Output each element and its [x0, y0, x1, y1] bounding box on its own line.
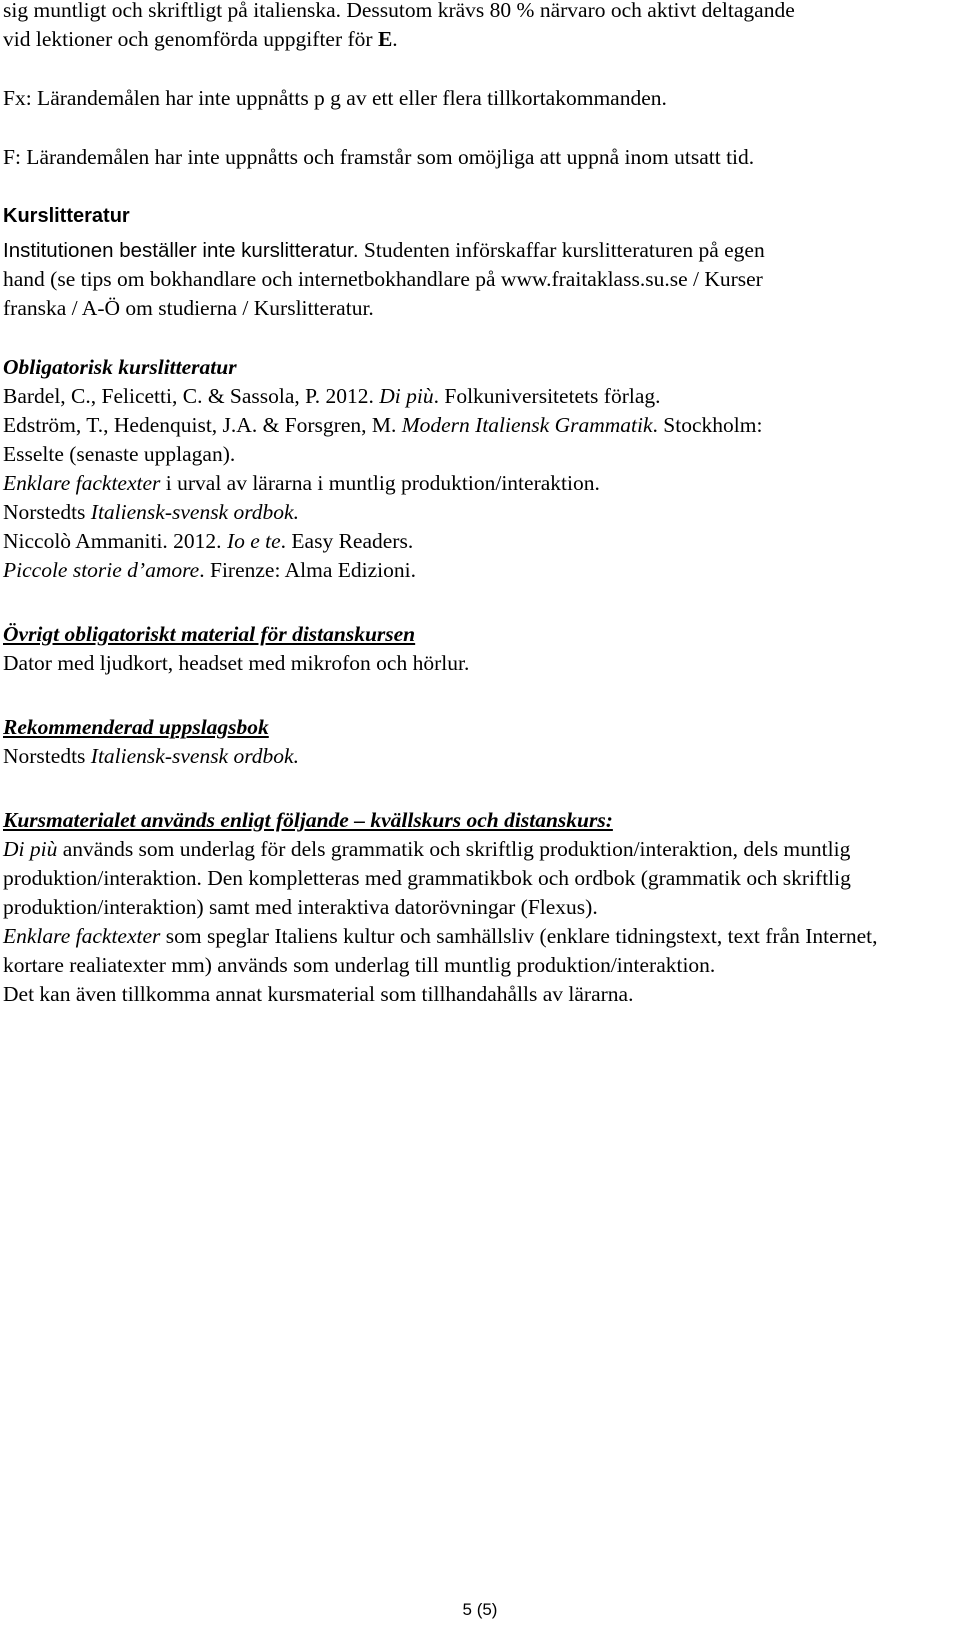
kurslitteratur-line-3: franska / A-Ö om studierna / Kurslitteratur.: [3, 296, 374, 320]
kurslitteratur-line1-rest: Studenten införskaffar kurslitteraturen på egen: [358, 238, 765, 262]
book-ammaniti: [3, 527, 918, 556]
book-bardel: [3, 382, 918, 411]
book-edstrom: [3, 411, 918, 440]
book-piccole-publisher: . Firenze: Alma Edizioni.: [199, 558, 416, 582]
book-edstrom-line-2: Esselte (senaste upplagan).: [3, 442, 236, 466]
page-number: 5 (5): [462, 1600, 498, 1619]
book-ammaniti-title: Io e te: [226, 529, 281, 553]
kursmaterial-p1-text: används som underlag för dels grammatik och skriftlig produktion/interaktion, dels muntlig produktion/interaktion. Den kompletteras med grammatikbok och ordbok (grammatik och skriftlig produktion/interaktion) samt med interaktiva datorövningar (Flexus).: [3, 837, 851, 919]
book-facktexter-title: Enklare facktexter: [3, 471, 161, 495]
kurslitteratur-heading: Kurslitteratur: [3, 205, 130, 227]
book-facktexter-desc: i urval av lärarna i muntlig produktion/interaktion.: [160, 471, 600, 495]
book-ordbok-title: Italiensk-svensk ordbok.: [90, 500, 299, 524]
kursmaterial-p2-text: som speglar Italiens kultur och samhällsliv (enklare tidningstext, text från Internet, kortare realiatexter mm) används som underlag till muntlig produktion/interaktion.: [3, 924, 878, 977]
grade-e-bold: E: [377, 27, 393, 51]
rekommenderad-text: [3, 742, 918, 771]
book-edstrom-place: . Stockholm:: [652, 413, 763, 437]
obligatorisk-heading: Obligatorisk kurslitteratur: [3, 355, 237, 379]
book-ammaniti-author: Niccolò Ammaniti. 2012.: [3, 529, 227, 553]
book-bardel-publisher: . Folkuniversitetets förlag.: [433, 384, 661, 408]
kurslitteratur-line-2: hand (se tips om bokhandlare och internetbokhandlare på www.fraitaklass.su.se / Kurser: [3, 267, 763, 291]
intro-line-2: [3, 25, 918, 54]
book-edstrom-title: Modern Italiensk Grammatik: [401, 413, 653, 437]
grade-f: F: Lärandemålen har inte uppnåtts och framstår som omöjliga att uppnå inom utsatt tid.: [3, 145, 755, 169]
page-content: [3, 0, 918, 1009]
book-piccole: [3, 556, 918, 585]
kurslitteratur-paragraph: [3, 236, 918, 265]
book-piccole-title: Piccole storie d’amore: [3, 558, 200, 582]
kursmaterial-paragraph-1: [3, 835, 918, 922]
kursmaterial-paragraph-3: Det kan även tillkomma annat kursmaterial som tillhandahålls av lärarna.: [3, 982, 634, 1006]
intro-line-2-end: .: [392, 27, 398, 51]
rekommenderad-title: Italiensk-svensk ordbok.: [90, 744, 299, 768]
kursmaterial-p1-title: Di più: [3, 837, 58, 861]
kursmaterial-p2-title: Enklare facktexter: [3, 924, 161, 948]
book-ordbok: [3, 498, 918, 527]
intro-line-1: sig muntligt och skriftligt på italienska. Dessutom krävs 80 % närvaro och aktivt deltagande: [3, 0, 795, 22]
book-ammaniti-publisher: . Easy Readers.: [280, 529, 414, 553]
kursmaterial-paragraph-2: [3, 922, 918, 980]
grade-fx: Fx: Lärandemålen har inte uppnåtts p g av ett eller flera tillkortakommanden.: [3, 86, 667, 110]
kurslitteratur-sans-sentence: Institutionen beställer inte kurslitteratur.: [3, 239, 359, 262]
kursmaterial-heading: Kursmaterialet används enligt följande – kvällskurs och distanskurs:: [3, 808, 613, 832]
rekommenderad-heading: Rekommenderad uppslagsbok: [3, 715, 269, 739]
ovrigt-heading: Övrigt obligatoriskt material för distanskursen: [3, 622, 416, 646]
book-bardel-authors: Bardel, C., Felicetti, C. & Sassola, P. 2012.: [3, 384, 380, 408]
book-ordbok-publisher: Norstedts: [3, 500, 91, 524]
book-bardel-title: Di più: [379, 384, 434, 408]
book-edstrom-authors: Edström, T., Hedenquist, J.A. & Forsgren, M.: [3, 413, 402, 437]
ovrigt-text: Dator med ljudkort, headset med mikrofon och hörlur.: [3, 651, 470, 675]
intro-line-2-text: vid lektioner och genomförda uppgifter för: [3, 27, 378, 51]
rekommenderad-publisher: Norstedts: [3, 744, 91, 768]
book-facktexter: [3, 469, 918, 498]
